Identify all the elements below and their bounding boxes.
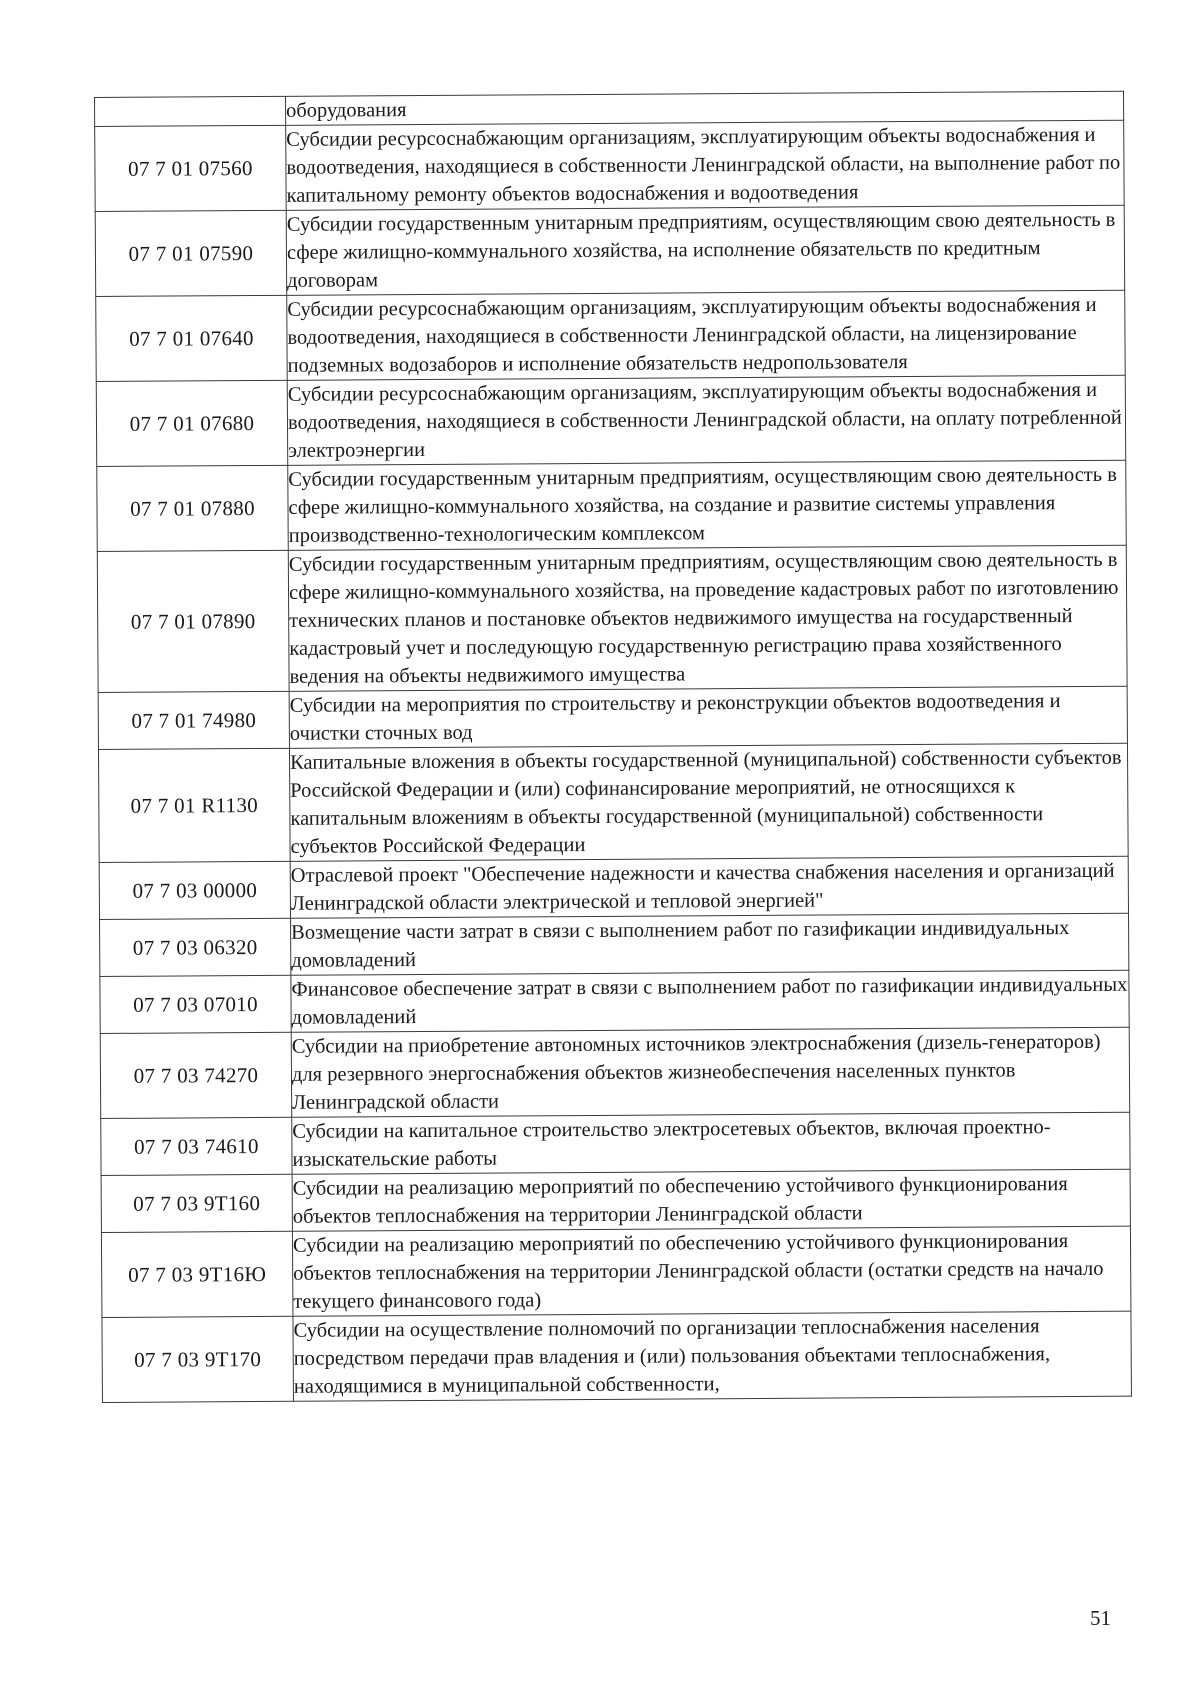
description-cell: Субсидии государственным унитарным предприятиям, осуществляющим свою деятельность в сфере жилищно-коммунального хозяйства, на создание и развитие системы управления производственно-технологическим комплексом — [288, 460, 1127, 550]
code-cell: 07 7 01 07590 — [95, 210, 287, 296]
description-cell: оборудования — [285, 91, 1123, 125]
description-cell: Субсидии на капитальное строительство электросетевых объектов, включая проектно-изыскательские работы — [292, 1112, 1130, 1174]
description-cell: Субсидии государственным унитарным предприятиям, осуществляющим свою деятельность в сфере жилищно-коммунального хозяйства, на проведение кадастровых работ по изготовлению технических планов и постановке объектов недвижимого имущества на государственный кадастровый учет и последующую государственную регистрацию права хозяйственного ведения на объекты недвижимого имущества — [288, 545, 1127, 691]
code-cell: 07 7 01 07560 — [95, 125, 287, 211]
code-cell: 07 7 03 9T170 — [102, 1316, 294, 1402]
code-cell: 07 7 03 00000 — [99, 861, 290, 919]
table-row — [101, 1226, 1131, 1317]
description-cell: Субсидии ресурсоснабжающим организациям, эксплуатирующим объекты водоснабжения и водоотведения, находящиеся в собственности Ленинградской области, на оплату потребленной электроэнергии — [287, 375, 1126, 465]
description-cell: Субсидии на приобретение автономных источников электроснабжения (дизель-генераторов) для резервного энергоснабжения объектов жизнеобеспечения населенных пунктов Ленинградской области — [291, 1027, 1130, 1117]
table-row — [96, 375, 1126, 466]
code-cell: 07 7 03 74270 — [100, 1032, 292, 1118]
code-cell: 07 7 03 07010 — [100, 975, 291, 1033]
table-row — [95, 205, 1125, 296]
code-cell: 07 7 03 9T160 — [101, 1174, 292, 1232]
budget-classification-table — [94, 91, 1132, 1403]
code-cell: 07 7 01 07890 — [97, 550, 289, 692]
description-cell: Отраслевой проект "Обеспечение надежности и качества снабжения населения и организаций Ленинградской области электрической и тепловой энергией" — [290, 856, 1128, 918]
code-cell: 07 7 01 74980 — [98, 691, 289, 749]
code-cell: 07 7 01 07680 — [96, 380, 288, 466]
description-cell: Субсидии на реализацию мероприятий по обеспечению устойчивого функционирования объектов теплоснабжения на территории Ленинградской области (остатки средств на начало текущего финансового года) — [292, 1226, 1131, 1316]
table-row — [95, 120, 1125, 211]
description-cell: Субсидии ресурсоснабжающим организациям, эксплуатирующим объекты водоснабжения и водоотведения, находящиеся в собственности Ленинградской области, на лицензирование подземных водозаборов и исполнение обязательств недропользователя — [287, 290, 1126, 380]
description-cell: Субсидии государственным унитарным предприятиям, осуществляющим свою деятельность в сфере жилищно-коммунального хозяйства, на исполнение обязательств по кредитным договорам — [286, 205, 1125, 295]
description-cell: Капитальные вложения в объекты государственной (муниципальной) собственности субъектов Российской Федерации и (или) софинансирование мероприятий, не относящихся к капитальным вложениям в объекты государственной (муниципальной) собственности субъектов Российской Федерации — [289, 743, 1128, 861]
table-row — [102, 1311, 1132, 1402]
table-row — [100, 970, 1129, 1033]
description-cell: Субсидии на мероприятия по строительству и реконструкции объектов водоотведения и очистки сточных вод — [289, 686, 1127, 748]
table-row — [100, 913, 1129, 976]
code-cell: 07 7 03 74610 — [101, 1117, 292, 1175]
table-row — [100, 1027, 1130, 1118]
table-row — [101, 1169, 1130, 1232]
description-cell: Финансовое обеспечение затрат в связи с выполнением работ по газификации индивидуальных домовладений — [291, 970, 1129, 1032]
code-cell: 07 7 01 07640 — [96, 295, 288, 381]
table-row — [97, 545, 1127, 692]
description-cell: Субсидии на осуществление полномочий по организации теплоснабжения населения посредством передачи прав владения и (или) пользования объектами теплоснабжения, находящимися в муниципальной собственности, — [293, 1311, 1132, 1401]
description-cell: Субсидии ресурсоснабжающим организациям, эксплуатирующим объекты водоснабжения и водоотведения, находящиеся в собственности Ленинградской области, на выполнение работ по капитальному ремонту объектов водоснабжения и водоотведения — [286, 120, 1125, 210]
description-cell: Возмещение части затрат в связи с выполнением работ по газификации индивидуальных домовладений — [291, 913, 1129, 975]
page-number: 51 — [1090, 1606, 1111, 1630]
code-cell — [95, 96, 286, 126]
code-cell: 07 7 01 07880 — [97, 465, 289, 551]
table-row — [98, 686, 1127, 749]
description-cell: Субсидии на реализацию мероприятий по обеспечению устойчивого функционирования объектов теплоснабжения на территории Ленинградской области — [292, 1169, 1130, 1231]
table-row — [96, 290, 1126, 381]
table-row — [101, 1112, 1130, 1175]
code-cell: 07 7 03 9T16Ю — [101, 1231, 293, 1317]
code-cell: 07 7 01 R1130 — [98, 748, 290, 862]
table-row — [97, 460, 1127, 551]
table-row — [99, 856, 1128, 919]
table-row — [98, 743, 1128, 862]
code-cell: 07 7 03 06320 — [100, 918, 291, 976]
